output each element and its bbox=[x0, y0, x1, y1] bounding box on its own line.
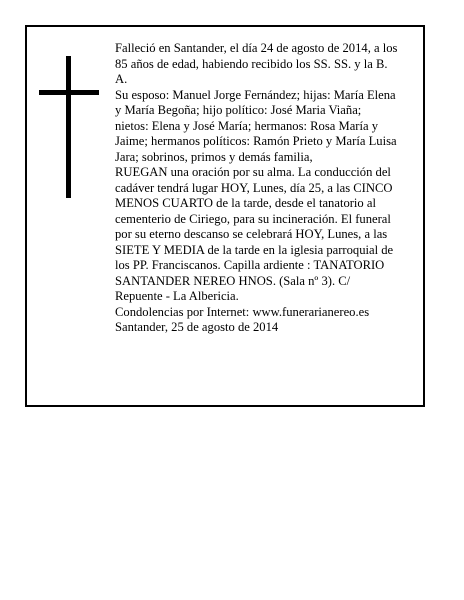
text-line: cementerio de Ciriego, para su incineración. El funeral bbox=[115, 211, 391, 226]
text-line: cadáver tendrá lugar HOY, Lunes, día 25, a las CINCO bbox=[115, 180, 393, 195]
text-line: y María Begoña; hijo político: José Maria Viaña; bbox=[115, 103, 362, 117]
text-line: Condolencias por Internet: www.funerarianereo.es bbox=[115, 304, 370, 319]
text-line: A. bbox=[115, 72, 128, 86]
text-line: Santander, 25 de agosto de 2014 bbox=[115, 320, 279, 334]
cross-vertical-bar bbox=[66, 56, 71, 198]
text-line: SIETE Y MEDIA de la tarde en la iglesia parroquial de bbox=[115, 242, 394, 257]
text-line: Jara; sobrinos, primos y demás familia, bbox=[115, 149, 313, 164]
text-line: los PP. Franciscanos. Capilla ardiente : TANATORIO bbox=[115, 258, 385, 272]
text-line: Jaime; hermanos políticos: Ramón Prieto y María Luisa bbox=[115, 134, 397, 148]
obituary-text bbox=[115, 41, 415, 336]
text-line: nietos: Elena y José María; hermanos: Rosa María y bbox=[115, 118, 379, 133]
cross-horizontal-bar bbox=[39, 90, 99, 95]
text-line: por su eterno descanso se celebrará HOY, Lunes, a las bbox=[115, 227, 388, 241]
text-line: MENOS CUARTO de la tarde, desde el tanatorio al bbox=[115, 196, 376, 210]
cross-icon bbox=[39, 56, 99, 198]
text-line: SANTANDER NEREO HNOS. (Sala nº 3). C/ bbox=[115, 273, 351, 288]
text-line: RUEGAN una oración por su alma. La conducción del bbox=[115, 165, 391, 179]
obituary-notice bbox=[25, 25, 425, 407]
text-line: Falleció en Santander, el día 24 de agosto de 2014, a los bbox=[115, 41, 398, 55]
text-line: 85 años de edad, habiendo recibido los SS. SS. y la B. bbox=[115, 56, 388, 71]
text-line: Repuente - La Albericia. bbox=[115, 289, 239, 303]
text-line: Su esposo: Manuel Jorge Fernández; hijas: María Elena bbox=[115, 87, 396, 102]
